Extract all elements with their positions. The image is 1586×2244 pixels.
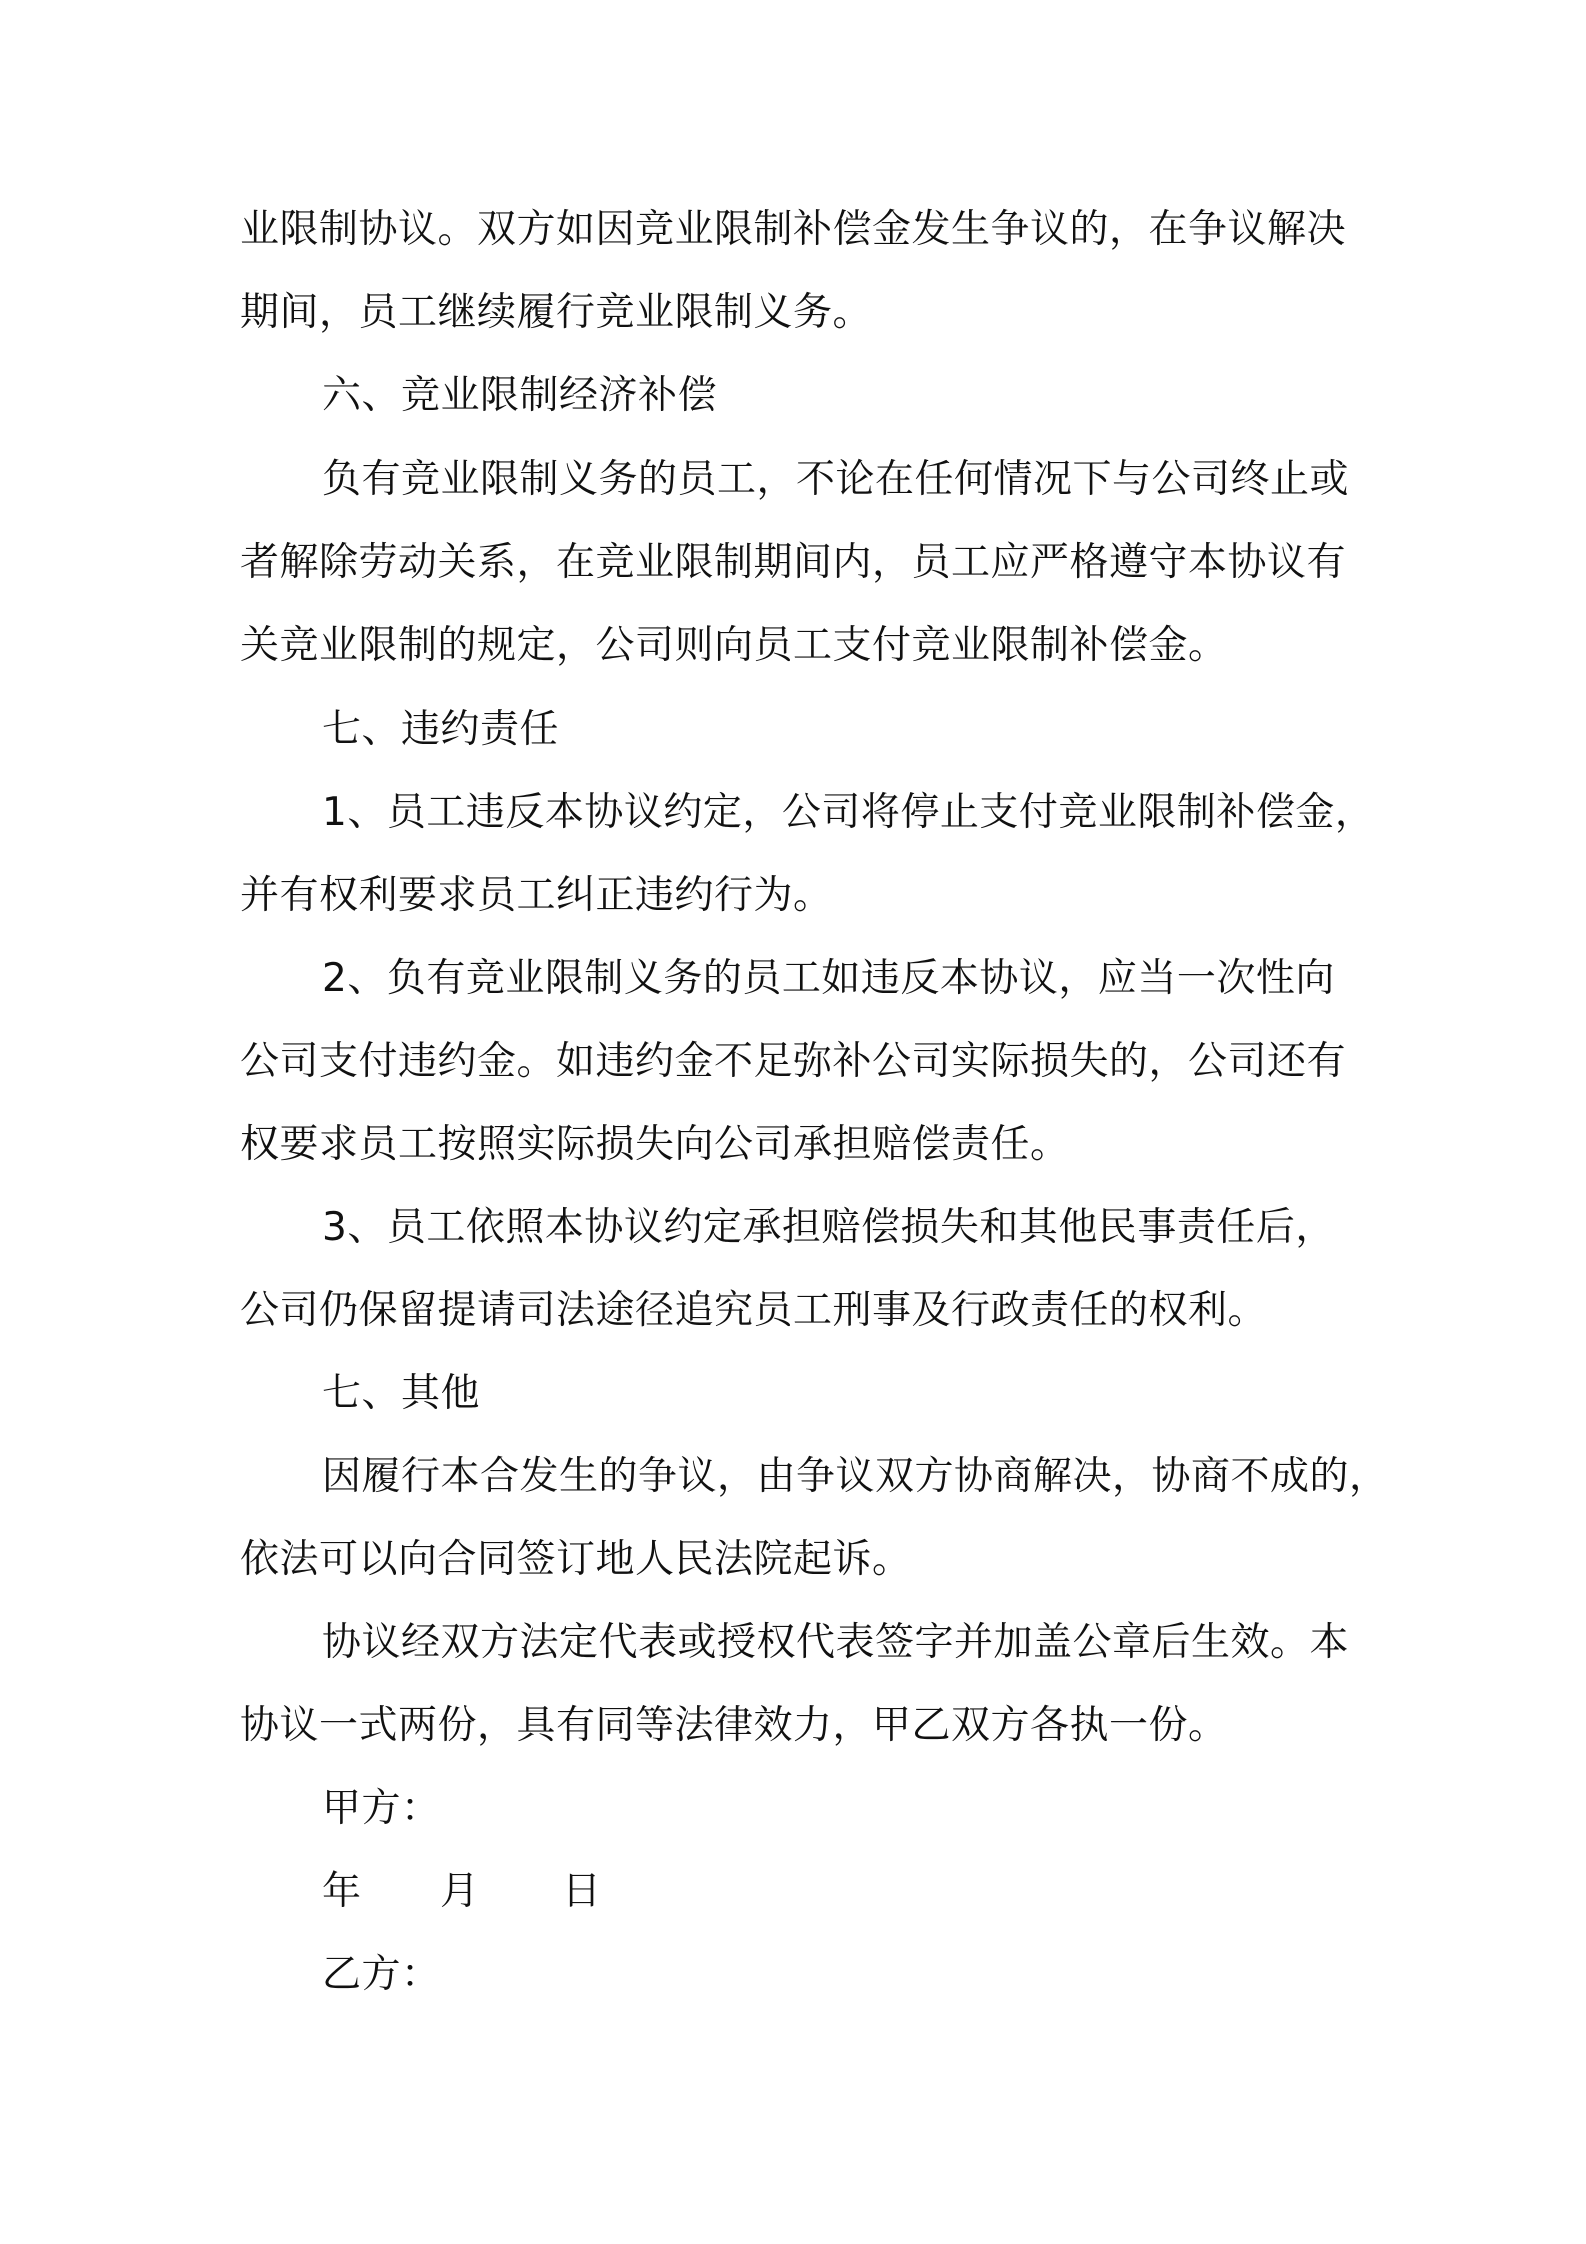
party-b-signature-label: 乙方： xyxy=(322,1952,441,1997)
breach-item-1-line-1: 1、员工违反本协议约定，公司将停止支付竞业限制补偿金， xyxy=(322,790,1375,835)
continuation-line-1: 业限制协议。双方如因竞业限制补偿金发生争议的，在争议解决 xyxy=(240,207,1347,252)
dispute-line-1: 因履行本合发生的争议，由争议双方协商解决，协商不成的， xyxy=(322,1454,1389,1499)
signature-date-line xyxy=(322,1862,722,1922)
section-six-line-3: 关竞业限制的规定，公司则向员工支付竞业限制补偿金。 xyxy=(240,623,1228,668)
continuation-line-2: 期间，员工继续履行竞业限制义务。 xyxy=(240,290,873,335)
effectiveness-line-1: 协议经双方法定代表或授权代表签字并加盖公章后生效。本 xyxy=(322,1620,1350,1665)
breach-item-3-line-1: 3、员工依照本协议约定承担赔偿损失和其他民事责任后， xyxy=(322,1205,1335,1250)
effectiveness-line-2: 协议一式两份，具有同等法律效力，甲乙双方各执一份。 xyxy=(240,1703,1228,1748)
section-other-heading: 七、其他 xyxy=(322,1371,481,1416)
breach-item-2-line-3: 权要求员工按照实际损失向公司承担赔偿责任。 xyxy=(240,1122,1070,1167)
party-a-signature-label: 甲方： xyxy=(322,1786,441,1831)
breach-item-2-line-2: 公司支付违约金。如违约金不足弥补公司实际损失的，公司还有 xyxy=(240,1039,1347,1084)
breach-item-1-line-2: 并有权利要求员工纠正违约行为。 xyxy=(240,873,833,918)
section-seven-heading: 七、违约责任 xyxy=(322,707,560,752)
dispute-line-2: 依法可以向合同签订地人民法院起诉。 xyxy=(240,1537,912,1582)
breach-item-3-line-2: 公司仍保留提请司法途径追究员工刑事及行政责任的权利。 xyxy=(240,1288,1268,1333)
section-six-heading: 六、竞业限制经济补偿 xyxy=(322,373,718,418)
date-month-label: 月 xyxy=(440,1869,480,1914)
date-day-label: 日 xyxy=(562,1869,602,1914)
breach-item-2-line-1: 2、负有竞业限制义务的员工如违反本协议，应当一次性向 xyxy=(322,956,1335,1001)
section-six-line-2: 者解除劳动关系，在竞业限制期间内，员工应严格遵守本协议有 xyxy=(240,540,1347,585)
section-six-line-1: 负有竞业限制义务的员工，不论在任何情况下与公司终止或 xyxy=(322,457,1350,502)
date-year-label: 年 xyxy=(322,1869,362,1914)
